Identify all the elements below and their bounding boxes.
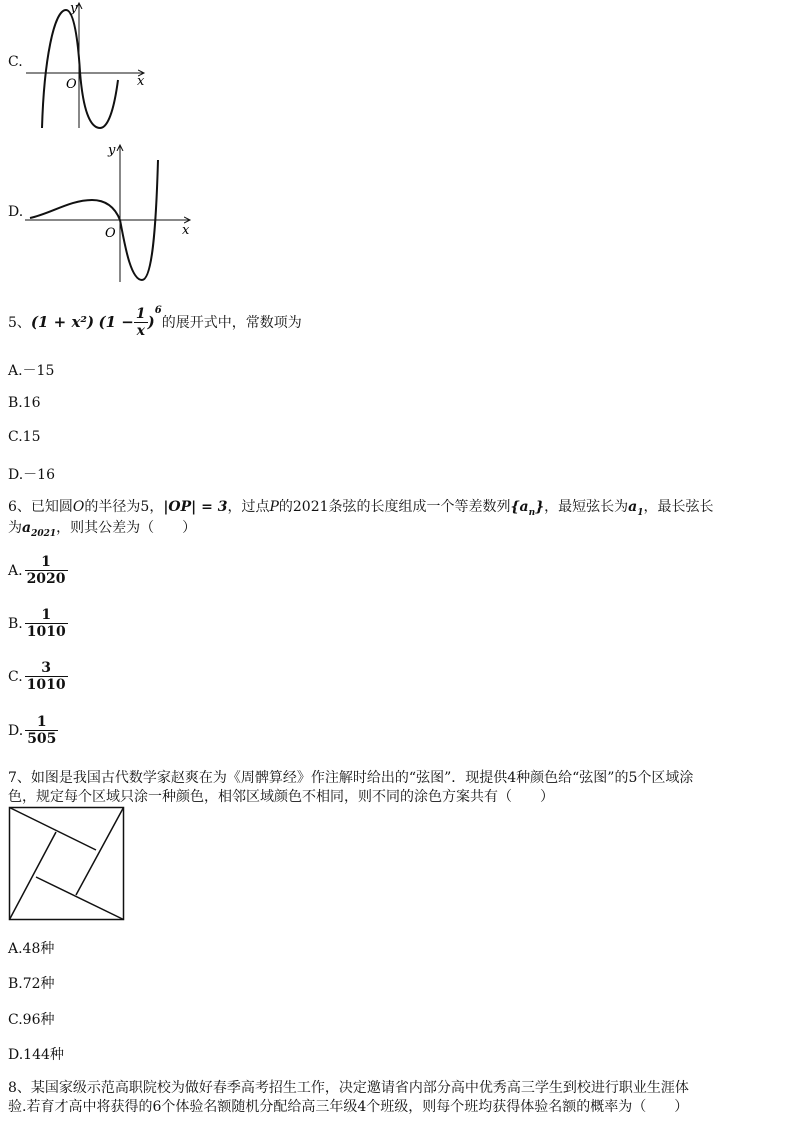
question-8-line-1: 8、某国家级示范高职院校为做好春季高考招生工作，决定邀请省内部分高中优秀高三学生到校进行职业生涯体 [8, 1080, 689, 1096]
q5-option-b: B.16 [8, 395, 41, 411]
question-7-line-1: 7、如图是我国古代数学家赵爽在为《周髀算经》作注解时给出的“弦图”．现提供4种颜色给“弦图”的5个区域涂 [8, 770, 694, 786]
c-curve [42, 10, 118, 128]
q7-option-a: A.48种 [8, 941, 55, 957]
question-7-line-2: 色，规定每个区域只涂一种颜色，相邻区域颜色不相同，则不同的涂色方案共有（ ） [8, 789, 554, 805]
q7-option-c: C.96种 [8, 1012, 55, 1028]
option-d-label: D. [8, 204, 24, 220]
c-origin-label: O [66, 77, 77, 92]
q7-option-b: B.72种 [8, 976, 55, 992]
xian-diagram [8, 806, 126, 922]
q6-option-a: A. $\frac{1}{2020}$ [8, 554, 66, 587]
q6-option-d: D. $\frac{1}{505}$ [8, 714, 57, 747]
q6-option-c: C. $\frac{3}{1010}$ [8, 660, 66, 693]
d-y-label: y [108, 143, 116, 158]
q6-option-b: B. $\frac{1}{1010}$ [8, 607, 66, 640]
d-x-label: x [182, 223, 190, 238]
d-origin-label: O [105, 226, 116, 241]
q5-exponent: 6 [154, 305, 162, 317]
question-6-line-2: 为$a_{2021}$，则其公差为（ ） [8, 520, 197, 539]
q5-option-a: A.－15 [8, 363, 55, 379]
q5-fraction: $\frac{1}{x}$ [135, 306, 146, 339]
q5-option-c: C.15 [8, 429, 41, 445]
option-c-label: C. [8, 54, 23, 70]
question-5 [8, 306, 302, 340]
q5-expr-1: (1 + x²) [30, 313, 95, 331]
option-d-graph [20, 140, 200, 285]
q7-option-d: D.144种 [8, 1047, 64, 1063]
q5-number: 5、 [8, 315, 31, 331]
q5-expr-2-close: ) [147, 313, 155, 331]
c-x-label: x [137, 74, 145, 89]
option-c-graph [20, 0, 160, 132]
q5-option-d: D.－16 [8, 467, 55, 483]
c-y-label: y [70, 1, 78, 16]
question-8-line-2: 验.若育才高中将获得的6个体验名额随机分配给高三年级4个班级，则每个班均获得体验名额的概率为（ ） [8, 1099, 689, 1115]
q5-text: 的展开式中，常数项为 [161, 315, 302, 331]
question-6-line-1: 6、已知圆O的半径为5，|OP| = 3，过点P的2021条弦的长度组成一个等差数列$\{a_n\}$，最短弦长为$a_1$，最长弦长 [8, 499, 714, 518]
q5-expr-2-open: (1 − [98, 313, 134, 331]
